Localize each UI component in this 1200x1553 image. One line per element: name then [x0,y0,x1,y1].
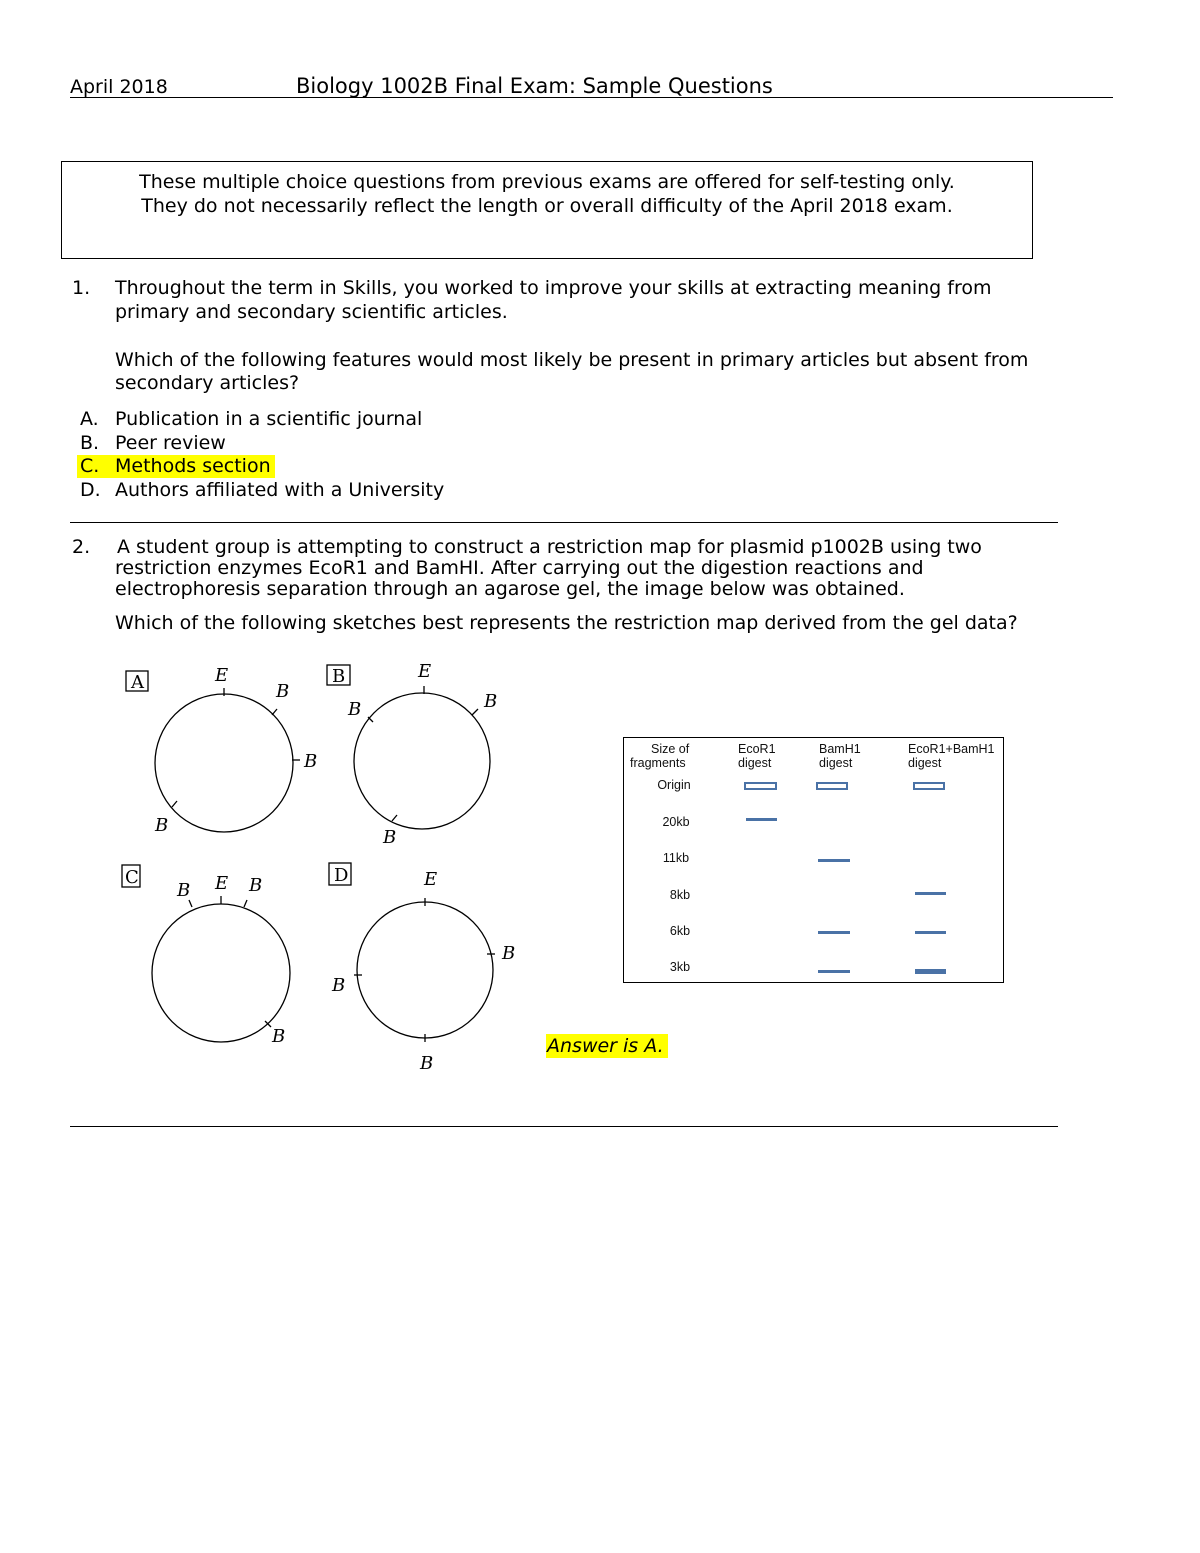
answer-text: Answer is A. [547,1035,664,1057]
sketch-d-site-b1: B [502,943,516,964]
gel-band-lane-2-6kb [818,931,850,934]
sketch-b-site-b2: B [348,699,362,720]
sketch-a-site-b3: B [155,815,169,836]
gel-size-20kb: 20kb [662,815,690,829]
gel-lane-3-sub: digest [908,756,942,770]
sketch-d-site-e: E [424,869,438,890]
q1-option-a: Publication in a scientific journal [115,408,423,430]
q2-text-line-3: electrophoresis separation through an agarose gel, the image below was obtained. [115,578,905,600]
notice-box [61,161,1033,259]
q2-text-line-1: A student group is attempting to construct a restriction map for plasmid p1002B using two [117,536,982,558]
gel-size-header-1: Size of [651,742,690,756]
gel-size-origin: Origin [657,778,691,792]
gel-band-lane-2-11kb [818,859,850,862]
sketch-d-site-b2: B [332,975,346,996]
gel-band-lane-3-6kb [915,931,946,934]
sketch-b-label: B [332,666,346,687]
sketch-b-site-e: E [418,661,432,682]
gel-size-6kb: 6kb [669,924,691,938]
plasmid-sketches [110,655,540,1080]
q1-option-c: Methods section [115,455,271,477]
q2-question-line: Which of the following sketches best represents the restriction map derived from the gel data? [115,612,1018,634]
gel-size-header-2: fragments [630,756,686,770]
sketch-b-site-b3: B [383,827,397,848]
sketch-d-label: D [334,865,349,886]
sketch-c-site-e: E [215,873,229,894]
q1-option-b: Peer review [115,432,226,454]
section-divider-2 [70,1126,1058,1127]
q1-option-a-letter: A. [80,408,99,430]
q1-question-line-2: secondary articles? [115,372,300,394]
gel-image [623,737,1004,983]
q1-option-c-letter: C. [80,455,100,477]
gel-band-lane-2-3kb [818,970,850,973]
sketch-d-site-b3: B [420,1053,434,1074]
sketch-b [327,661,497,848]
gel-lane-3-name: EcoR1+BamH1 [908,742,995,756]
sketch-c [122,865,290,1047]
plasmid-c-circle [152,904,290,1042]
gel-band-lane-3-3kb [915,969,946,974]
sketch-a [126,665,317,836]
q2-text-line-2: restriction enzymes EcoR1 and BamHI. After carrying out the digestion reactions and [115,557,924,579]
gel-size-11kb: 11kb [662,851,690,865]
gel-lane-1-sub: digest [738,756,772,770]
notice-line-2: They do not necessarily reflect the length or overall difficulty of the April 2018 exam. [141,195,953,217]
header-date: April 2018 [70,76,168,98]
gel-lane-2-name: BamH1 [819,742,861,756]
q2-number: 2. [72,536,91,558]
sketch-a-site-e: E [215,665,229,686]
plasmid-b-circle [354,693,490,829]
section-divider-1 [70,522,1058,523]
q1-question-line-1: Which of the following features would most likely be present in primary articles but absent from [115,349,1029,371]
notice-line-1: These multiple choice questions from previous exams are offered for self-testing only. [139,171,955,193]
sketch-c-label: C [125,867,139,888]
sketch-a-site-b2: B [304,751,318,772]
sketch-c-site-b3: B [272,1026,286,1047]
page-title: Biology 1002B Final Exam: Sample Questions [296,74,773,98]
gel-well-lane-1 [744,782,777,790]
sketch-c-site-b1: B [177,880,191,901]
header-rule [70,97,1113,98]
q1-option-b-letter: B. [80,432,100,454]
sketch-c-site-b2: B [249,875,263,896]
sketch-d [329,863,515,1074]
q1-text-line-2: primary and secondary scientific articles. [115,301,508,323]
gel-band-lane-3-8kb [915,892,946,895]
sketch-a-label: A [131,672,144,693]
gel-lane-2-sub: digest [819,756,853,770]
gel-size-3kb: 3kb [669,960,691,974]
q1-text-line-1: Throughout the term in Skills, you worked to improve your skills at extracting meaning from [115,277,992,299]
q1-number: 1. [72,277,91,299]
gel-well-lane-3 [913,782,945,790]
gel-size-8kb: 8kb [669,888,691,902]
plasmid-d-circle [357,902,493,1038]
gel-well-lane-2 [816,782,848,790]
q1-option-d: Authors affiliated with a University [115,479,445,501]
gel-band-lane-1-20kb [746,818,777,821]
gel-lane-1-name: EcoR1 [738,742,776,756]
q1-option-d-letter: D. [80,479,101,501]
sketch-b-site-b1: B [484,691,498,712]
sketch-a-site-b1: B [276,681,290,702]
